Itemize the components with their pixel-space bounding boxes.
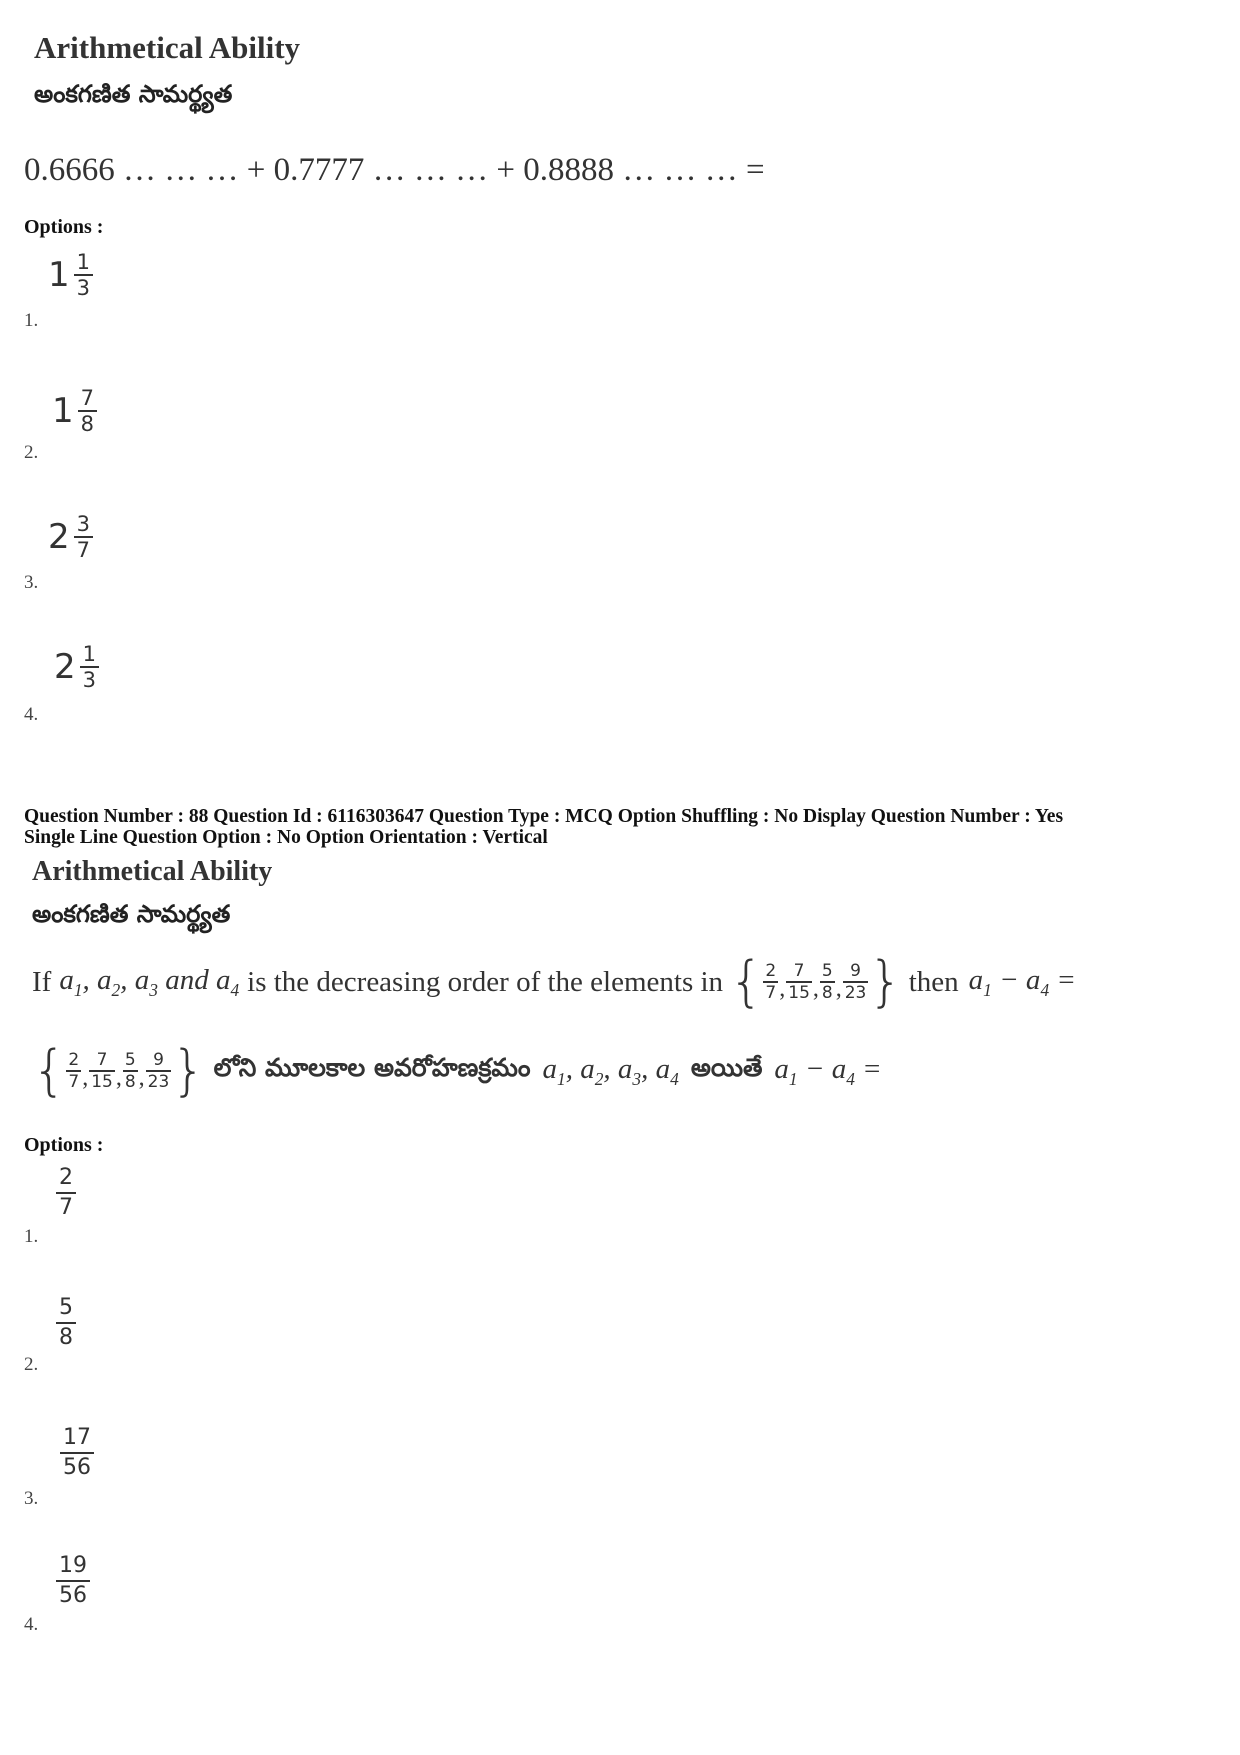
left-brace: {: [729, 950, 764, 1013]
denominator: 7: [59, 1195, 73, 1220]
denominator: 8: [821, 982, 833, 1003]
option-value: [48, 512, 93, 562]
variable-list: $a_1$, $a_2$, $a_3$ and $a_4$: [59, 963, 240, 1000]
fraction: [78, 386, 97, 436]
option-value: [56, 1552, 90, 1610]
denominator: 3: [76, 276, 91, 300]
metadata-line: Question Number : 88 Question Id : 6116303647 Question Type : MCQ Option Shuffling : No Display Question Number : Yes: [24, 806, 1064, 827]
denominator: 23: [844, 982, 867, 1003]
denominator: 7: [765, 982, 777, 1003]
numerator: 1: [76, 250, 91, 274]
options-label: Options :: [24, 216, 104, 238]
option-number: 2.: [24, 442, 39, 463]
statement-text: If: [32, 965, 52, 998]
comma: ,: [138, 1065, 145, 1091]
numerator: 2: [765, 961, 777, 982]
question-statement: 0.6666 … … … + 0.7777 … … … + 0.8888 … … … =: [24, 152, 765, 188]
option-number: 2.: [24, 1354, 39, 1375]
numerator: 9: [850, 961, 861, 982]
denominator: 8: [59, 1325, 73, 1350]
option-number: 1.: [24, 310, 39, 331]
mixed-whole: 1: [52, 391, 74, 431]
numerator: 5: [59, 1295, 73, 1320]
numerator: 7: [80, 386, 95, 410]
denominator: 56: [59, 1583, 87, 1608]
option-number: 3.: [24, 1488, 39, 1509]
numerator: 17: [63, 1425, 91, 1450]
question-metadata: [24, 806, 1063, 848]
statement-text: then: [908, 965, 959, 998]
option-number: 4.: [24, 704, 39, 725]
numerator: 2: [59, 1165, 73, 1190]
variable-list: $a_1$, $a_2$, $a_3$, $a_4$: [542, 1052, 679, 1089]
denominator: 23: [147, 1071, 170, 1092]
option-number: 3.: [24, 572, 39, 593]
numerator: 19: [59, 1553, 87, 1578]
options-label: Options :: [24, 1134, 104, 1156]
left-brace: {: [32, 1039, 67, 1102]
fraction: [820, 961, 835, 1003]
option-value: [56, 1294, 76, 1352]
denominator: 7: [68, 1071, 80, 1092]
fraction: [146, 1050, 172, 1092]
statement-text-telugu: అయితే: [690, 1053, 763, 1082]
fraction: [80, 642, 99, 692]
subject-title-english: Arithmetical Ability: [34, 30, 301, 65]
fraction-set: [729, 950, 903, 1013]
right-brace: }: [171, 1039, 206, 1102]
expression: $a_1 - a_4$ =: [968, 963, 1076, 1000]
right-brace: }: [868, 950, 903, 1013]
numerator: 7: [793, 961, 805, 982]
option-value: [48, 250, 93, 300]
numerator: 7: [96, 1050, 108, 1071]
comma: ,: [82, 1065, 89, 1091]
and-word: and: [165, 963, 209, 996]
metadata-line: Single Line Question Option : No Option Orientation : Vertical: [24, 827, 548, 848]
option-value: [52, 386, 97, 436]
subject-title-telugu: అంకగణిత సామర్థ్యత: [34, 80, 233, 108]
comma: ,: [779, 976, 786, 1002]
mixed-whole: 2: [54, 647, 76, 687]
numerator: 1: [82, 642, 97, 666]
fraction: [89, 1050, 115, 1092]
statement-text: is the decreasing order of the elements in: [247, 965, 724, 998]
denominator: 8: [124, 1071, 136, 1092]
denominator: 15: [788, 982, 810, 1003]
comma: ,: [812, 976, 819, 1002]
fraction: [123, 1050, 138, 1092]
subject-title-telugu: అంకగణిత సామర్థ్యత: [32, 900, 231, 928]
denominator: 15: [91, 1071, 113, 1092]
statement-text-telugu: లోని మూలకాల అవరోహణక్రమం: [213, 1053, 531, 1082]
question-statement-english: [32, 950, 1076, 1013]
option-number: 1.: [24, 1226, 39, 1247]
comma: ,: [115, 1065, 122, 1091]
denominator: 8: [80, 412, 95, 436]
fraction: [74, 250, 93, 300]
option-value: [60, 1424, 94, 1482]
fraction: [843, 961, 869, 1003]
subject-title-english: Arithmetical Ability: [32, 856, 273, 887]
mixed-whole: 1: [48, 255, 70, 295]
numerator: 5: [124, 1050, 136, 1071]
mixed-whole: 2: [48, 517, 70, 557]
fraction: [786, 961, 812, 1003]
fraction-set: [32, 1039, 206, 1102]
question-statement-telugu: [32, 1039, 882, 1102]
numerator: 9: [153, 1050, 164, 1071]
comma: ,: [835, 976, 842, 1002]
option-value: [54, 642, 99, 692]
expression: $a_1 - a_4$ =: [774, 1052, 882, 1089]
fraction: [763, 961, 778, 1003]
option-value: [56, 1164, 76, 1222]
numerator: 5: [821, 961, 833, 982]
denominator: 56: [63, 1455, 91, 1480]
fraction: [66, 1050, 81, 1092]
numerator: 3: [76, 512, 91, 536]
numerator: 2: [68, 1050, 80, 1071]
option-number: 4.: [24, 1614, 39, 1635]
denominator: 7: [76, 538, 91, 562]
fraction: [74, 512, 93, 562]
denominator: 3: [82, 668, 97, 692]
